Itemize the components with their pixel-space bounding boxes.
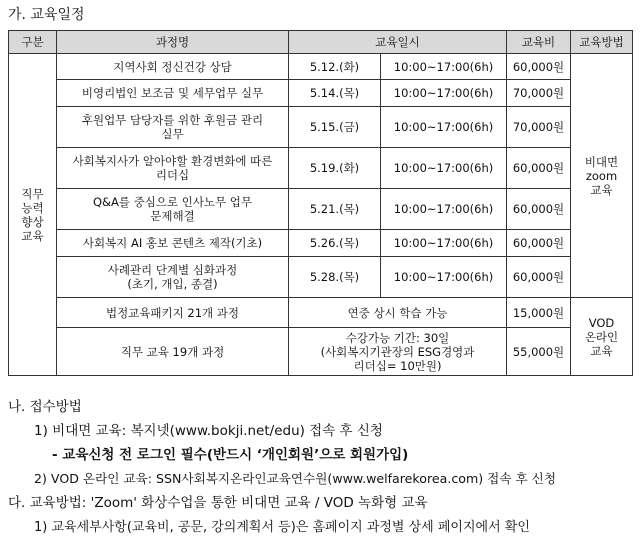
schedule-table bbox=[8, 30, 633, 376]
table-row bbox=[9, 298, 633, 328]
course-name: 비영리법인 보조금 및 세무업무 실무 bbox=[57, 80, 289, 107]
course-name bbox=[57, 148, 289, 189]
table-row bbox=[9, 230, 633, 257]
registration-item-1: 1) 비대면 교육: 복지넷(www.bokji.net/edu) 접속 후 신청 bbox=[34, 423, 383, 439]
category-cell bbox=[9, 54, 57, 376]
course-name bbox=[57, 189, 289, 230]
header-method: 교육방법 bbox=[571, 31, 633, 54]
table-row bbox=[9, 328, 633, 376]
section-title-method: 다. 교육방법: 'Zoom' 화상수업을 통한 비대면 교육 / VOD 녹화형 교육 bbox=[8, 495, 428, 511]
table-header-row bbox=[9, 31, 633, 54]
table-row bbox=[9, 189, 633, 230]
course-time: 10:00~17:00(6h) bbox=[381, 189, 507, 230]
course-time: 10:00~17:00(6h) bbox=[381, 148, 507, 189]
course-schedule: 연중 상시 학습 가능 bbox=[289, 298, 507, 328]
course-date: 5.14.(목) bbox=[289, 80, 381, 107]
header-datetime: 교육일시 bbox=[289, 31, 507, 54]
course-schedule bbox=[289, 328, 507, 376]
course-name: 사회복지 AI 홍보 콘텐츠 제작(기초) bbox=[57, 230, 289, 257]
course-name bbox=[57, 257, 289, 298]
method-item-1: 1) 교육세부사항(교육비, 공문, 강의계획서 등)은 홈페이지 과정별 상세 페이지에서 확인 bbox=[34, 520, 530, 535]
course-fee: 60,000원 bbox=[507, 148, 571, 189]
method-cell-vod bbox=[571, 298, 633, 376]
course-name-text: Q&A를 중심으로 인사노무 업무 문제해결 bbox=[92, 195, 253, 223]
section-title-schedule: 가. 교육일정 bbox=[8, 7, 85, 23]
course-fee: 60,000원 bbox=[507, 189, 571, 230]
category-label: 직무 능력 향상 교육 bbox=[21, 186, 44, 243]
section-title-registration: 나. 접수방법 bbox=[8, 399, 82, 415]
course-date: 5.21.(목) bbox=[289, 189, 381, 230]
course-name-text: 사회복지사가 알아야할 환경변화에 따른 리더십 bbox=[72, 154, 273, 182]
header-course: 과정명 bbox=[57, 31, 289, 54]
course-date: 5.19.(화) bbox=[289, 148, 381, 189]
table-row bbox=[9, 148, 633, 189]
course-fee: 55,000원 bbox=[507, 328, 571, 376]
method-cell-zoom bbox=[571, 54, 633, 298]
registration-item-2: 2) VOD 온라인 교육: SSN사회복지온라인교육연수원(www.welfarekorea.com) 접속 후 신청 bbox=[34, 471, 556, 486]
course-schedule-text: 수강가능 기간: 30일 (사회복지기관장의 ESG경영과 리더십= 10만원) bbox=[320, 330, 475, 373]
course-date: 5.28.(목) bbox=[289, 257, 381, 298]
course-time: 10:00~17:00(6h) bbox=[381, 80, 507, 107]
course-fee: 15,000원 bbox=[507, 298, 571, 328]
course-fee: 60,000원 bbox=[507, 54, 571, 80]
table-row bbox=[9, 54, 633, 80]
header-fee: 교육비 bbox=[507, 31, 571, 54]
course-fee: 70,000원 bbox=[507, 80, 571, 107]
course-time: 10:00~17:00(6h) bbox=[381, 257, 507, 298]
course-fee: 60,000원 bbox=[507, 230, 571, 257]
method-label-zoom: 비대면 zoom 교육 bbox=[584, 154, 619, 197]
table-row bbox=[9, 257, 633, 298]
method-label-vod: VOD 온라인 교육 bbox=[584, 315, 619, 358]
table-row bbox=[9, 80, 633, 107]
course-date: 5.15.(금) bbox=[289, 107, 381, 148]
course-time: 10:00~17:00(6h) bbox=[381, 107, 507, 148]
registration-note: - 교육신청 전 로그인 필수(반드시 ‘개인회원’으로 회원가입) bbox=[52, 447, 409, 463]
course-name: 직무 교육 19개 과정 bbox=[57, 328, 289, 376]
course-name: 법정교육패키지 21개 과정 bbox=[57, 298, 289, 328]
table-row bbox=[9, 107, 633, 148]
course-name-text: 후원업무 담당자를 위한 후원금 관리 실무 bbox=[81, 113, 264, 141]
course-time: 10:00~17:00(6h) bbox=[381, 54, 507, 80]
course-name: 지역사회 정신건강 상담 bbox=[57, 54, 289, 80]
course-fee: 70,000원 bbox=[507, 107, 571, 148]
course-name-text: 사례관리 단계별 심화과정 (초기, 개입, 종결) bbox=[107, 263, 238, 291]
course-fee: 60,000원 bbox=[507, 257, 571, 298]
header-category: 구분 bbox=[9, 31, 57, 54]
course-date: 5.12.(화) bbox=[289, 54, 381, 80]
course-time: 10:00~17:00(6h) bbox=[381, 230, 507, 257]
course-date: 5.26.(목) bbox=[289, 230, 381, 257]
course-name bbox=[57, 107, 289, 148]
